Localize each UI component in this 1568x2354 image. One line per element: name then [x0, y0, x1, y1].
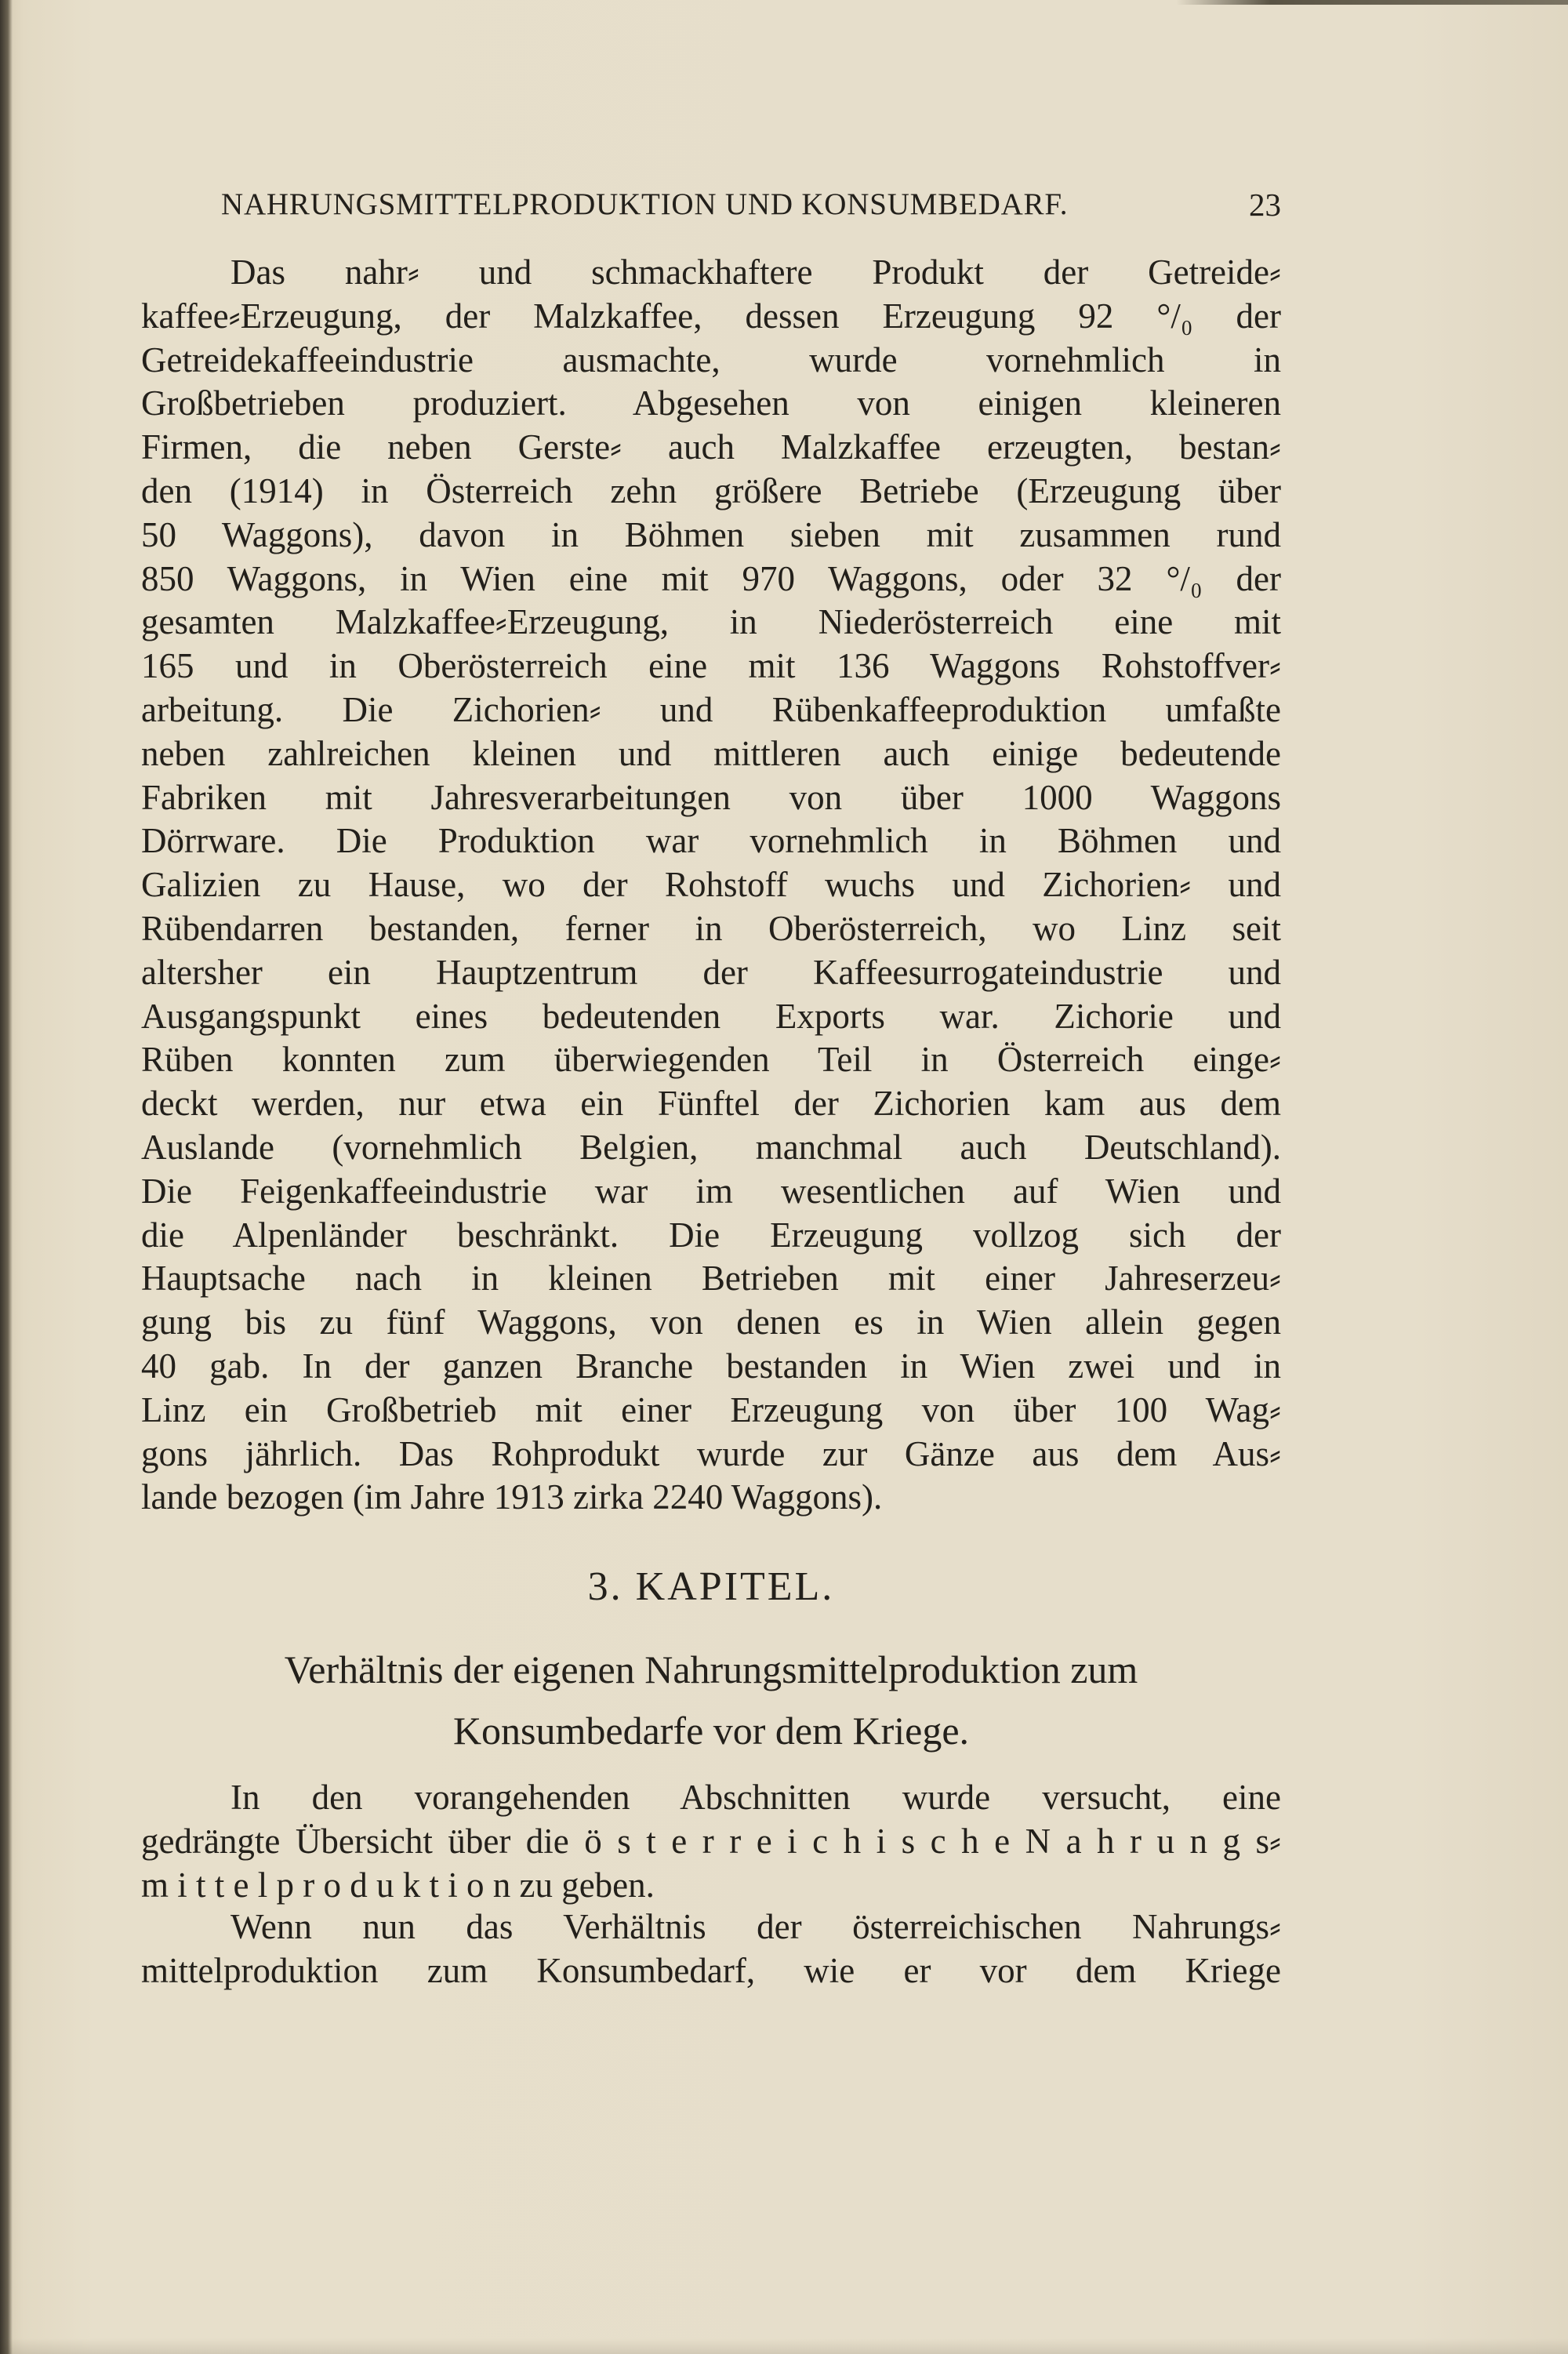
chapter-title-line: Konsumbedarfe vor dem Kriege. [452, 1709, 970, 1753]
text-line: Getreidekaffeeindustrie ausmachte, wurde vornehmlich in [141, 340, 1281, 380]
text-line: mittelproduktion zum Konsumbedarf, wie er vor dem Kriege [141, 1950, 1281, 1990]
text-line: deckt werden, nur etwa ein Fünftel der Zichorien kam aus dem [141, 1084, 1281, 1124]
paragraph-verhaeltnis [141, 1905, 1281, 1993]
paragraph-malzkaffee [141, 251, 1281, 1520]
text-line: gedrängte Übersicht über die ö s t e r r e i c h i s c h e N a h r u n g s⸗ [141, 1821, 1281, 1861]
paragraph-intro [141, 1776, 1281, 1907]
text-line: neben zahlreichen kleinen und mittleren auch einige bedeutende [141, 733, 1281, 773]
text-line: Das nahr⸗ und schmackhaftere Produkt der Getreide⸗ [230, 252, 1281, 292]
text-line: 850 Waggons, in Wien eine mit 970 Waggons, oder 32 °/₀ der [141, 558, 1281, 598]
text-line: den (1914) in Österreich zehn größere Betriebe (Erzeugung über [141, 470, 1281, 510]
page-header [221, 185, 1281, 224]
text-line: lande bezogen (im Jahre 1913 zirka 2240 Waggons). [141, 1477, 883, 1517]
text-line: m i t t e l p r o d u k t i o n zu geben. [141, 1865, 655, 1905]
text-line: Rüben konnten zum überwiegenden Teil in Österreich einge⸗ [141, 1040, 1281, 1080]
text-line: arbeitung. Die Zichorien⸗ und Rübenkaffeeproduktion umfaßte [141, 689, 1281, 729]
text-line: In den vorangehenden Abschnitten wurde versucht, eine [230, 1778, 1281, 1817]
text-line: Wenn nun das Verhältnis der österreichischen Nahrungs⸗ [230, 1907, 1281, 1946]
text-line: gons jährlich. Das Rohprodukt wurde zur Gänze aus dem Aus⸗ [141, 1433, 1281, 1473]
chapter-title-line: Verhältnis der eigenen Nahrungsmittelproduktion zum [284, 1647, 1138, 1691]
text-line: Galizien zu Hause, wo der Rohstoff wuchs und Zichorien⸗ und [141, 865, 1281, 905]
text-line: Die Feigenkaffeeindustrie war im wesentlichen auf Wien und [141, 1171, 1281, 1211]
text-line: gung bis zu fünf Waggons, von denen es in Wien allein gegen [141, 1302, 1281, 1342]
text-line: Auslande (vornehmlich Belgien, manchmal auch Deutschland). [141, 1127, 1281, 1167]
chapter-number: 3. KAPITEL. [587, 1564, 835, 1609]
text-line: Firmen, die neben Gerste⸗ auch Malzkaffee erzeugten, bestan⸗ [141, 427, 1281, 467]
text-line: Großbetrieben produziert. Abgesehen von einigen kleineren [141, 383, 1281, 423]
page-bottom-shadow [0, 2338, 1568, 2354]
text-line: Dörrware. Die Produktion war vornehmlich in Böhmen und [141, 821, 1281, 861]
page-edge-line [1176, 0, 1568, 5]
book-spine-shadow [0, 0, 13, 2354]
text-line: 50 Waggons), davon in Böhmen sieben mit zusammen rund [141, 514, 1281, 554]
text-line: altersher ein Hauptzentrum der Kaffeesurrogateindustrie und [141, 952, 1281, 992]
text-line: 165 und in Oberösterreich eine mit 136 Waggons Rohstoffver⸗ [141, 646, 1281, 686]
text-line: die Alpenländer beschränkt. Die Erzeugung vollzog sich der [141, 1215, 1281, 1255]
text-line: Ausgangspunkt eines bedeutenden Exports war. Zichorie und [141, 996, 1281, 1036]
text-line: Fabriken mit Jahresverarbeitungen von über 1000 Waggons [141, 777, 1281, 817]
text-line: Rübendarren bestanden, ferner in Oberösterreich, wo Linz seit [141, 908, 1281, 948]
text-line: gesamten Malzkaffee⸗Erzeugung, in Niederösterreich eine mit [141, 602, 1281, 642]
text-line: Linz ein Großbetrieb mit einer Erzeugung von über 100 Wag⸗ [141, 1390, 1281, 1429]
running-head: NAHRUNGSMITTELPRODUKTION UND KONSUMBEDARF. [221, 187, 1069, 221]
page-number: 23 [1249, 187, 1281, 223]
text-line: 40 gab. In der ganzen Branche bestanden in Wien zwei und in [141, 1346, 1281, 1386]
text-line: Hauptsache nach in kleinen Betrieben mit einer Jahreserzeu⸗ [141, 1259, 1281, 1299]
text-line: kaffee⸗Erzeugung, der Malzkaffee, dessen Erzeugung 92 °/₀ der [141, 296, 1281, 336]
chapter-title [133, 1639, 1289, 1761]
